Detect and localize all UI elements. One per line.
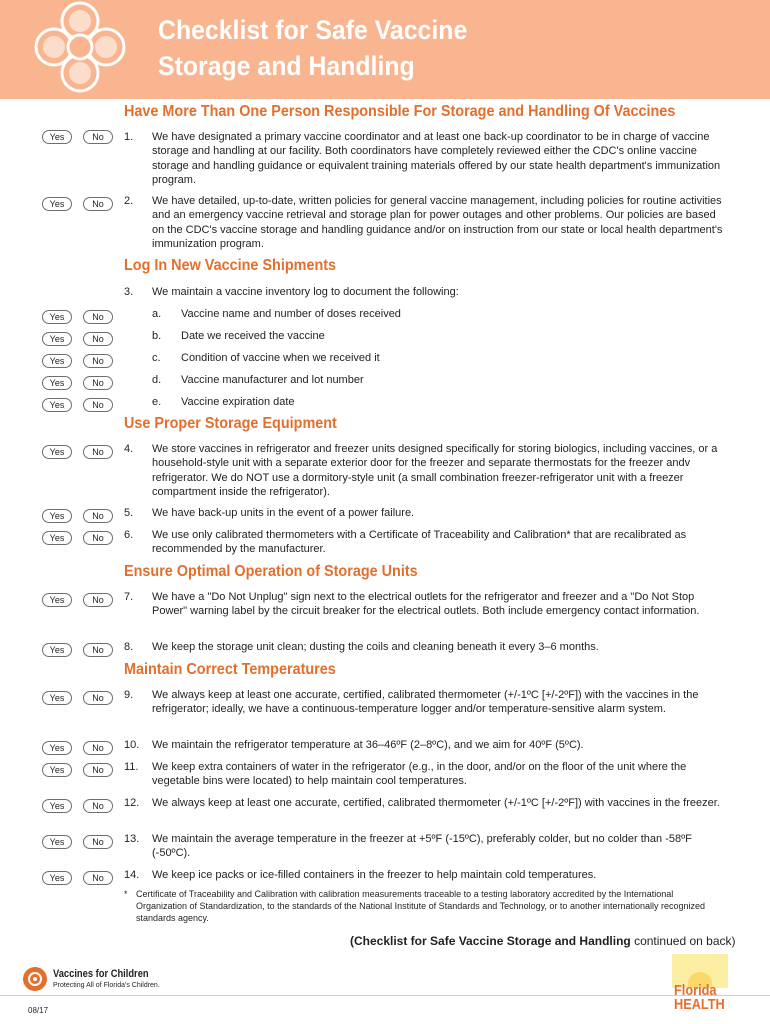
no-toggle[interactable]: No (83, 531, 113, 545)
section-heading-temperatures: Maintain Correct Temperatures (124, 661, 336, 678)
item-number: 13. (124, 833, 140, 845)
item-text: We store vaccines in refrigerator and freezer units designed specifically for storing biologics, including vaccines, or a household-style unit with a separate exterior door for the freezer and separate thermostats for the freezer andv refrigerator. We do NOT use a dormitory-style unit (a small combination freezer-refrigerator unit with a freezer compartment inside the refrigerator). (152, 443, 718, 499)
no-toggle[interactable]: No (83, 835, 113, 849)
item-text: We have designated a primary vaccine coordinator and at least one back-up coordinator to be in charge of vaccine storage and handling at our facility. Both coordinators have completely reviewed either the CDC's online vaccine storage and handling guidance or equivalent training materials offered by our state health department's immunization program. (152, 131, 721, 187)
yes-toggle[interactable]: Yes (42, 332, 72, 346)
no-toggle[interactable]: No (83, 354, 113, 368)
yes-toggle[interactable]: Yes (42, 509, 72, 523)
item-text: We have a "Do Not Unplug" sign next to the electrical outlets for the refrigerator and freezer and a "Do Not Stop Power" warning label by the circuit breaker for the electrical outlets. Both include emergency contact information. (152, 591, 700, 618)
yes-toggle[interactable]: Yes (42, 376, 72, 390)
continued-note (350, 934, 736, 948)
item-text: We keep ice packs or ice-filled containers in the freezer to help maintain cold temperatures. (152, 869, 597, 881)
yes-toggle[interactable]: Yes (42, 799, 72, 813)
footer-divider (0, 995, 770, 996)
yes-toggle[interactable]: Yes (42, 197, 72, 211)
yes-toggle[interactable]: Yes (42, 354, 72, 368)
item-number: 9. (124, 689, 134, 701)
subitem-letter: d. (152, 374, 162, 386)
no-toggle[interactable]: No (83, 643, 113, 657)
no-toggle[interactable]: No (83, 593, 113, 607)
no-toggle[interactable]: No (83, 130, 113, 144)
vfc-logo-icon (22, 966, 48, 992)
subitem-letter: e. (152, 396, 162, 408)
item-text: We keep the storage unit clean; dusting the coils and cleaning beneath it every 3–6 months. (152, 641, 599, 653)
subitem-letter: c. (152, 352, 161, 364)
page-title-line-1: Checklist for Safe Vaccine (158, 15, 468, 45)
yes-toggle[interactable]: Yes (42, 310, 72, 324)
item-number: 8. (124, 641, 134, 653)
no-toggle[interactable]: No (83, 871, 113, 885)
item-text: We always keep at least one accurate, certified, calibrated thermometer (+/-1ºC [+/-2ºF]) with the vaccines in the refrigerator; ideally, we have a continuous-temperature logger and/or temperature-sensitive alarm system. (152, 689, 699, 716)
subitem-text: Vaccine manufacturer and lot number (181, 374, 364, 386)
section-heading-responsible: Have More Than One Person Responsible For Storage and Handling Of Vaccines (124, 103, 676, 120)
item-text: We keep extra containers of water in the refrigerator (e.g., in the door, and/or on the floor of the unit where the vegetable bins were located) to help maintain cool temperatures. (152, 761, 687, 788)
no-toggle[interactable]: No (83, 332, 113, 346)
continued-note-rest: continued on back) (630, 934, 736, 948)
florida-word: Florida (674, 982, 717, 999)
subitem-text: Condition of vaccine when we received it (181, 352, 380, 364)
yes-toggle[interactable]: Yes (42, 763, 72, 777)
item-text: We always keep at least one accurate, certified, calibrated thermometer (+/-1ºC [+/-2ºF]) with vaccines in the freezer. (152, 797, 720, 809)
yes-toggle[interactable]: Yes (42, 871, 72, 885)
page-title (158, 12, 467, 84)
item-number: 14. (124, 869, 140, 881)
item-text: We maintain a vaccine inventory log to document the following: (152, 286, 459, 298)
no-toggle[interactable]: No (83, 376, 113, 390)
no-toggle[interactable]: No (83, 197, 113, 211)
yes-toggle[interactable]: Yes (42, 130, 72, 144)
no-toggle[interactable]: No (83, 398, 113, 412)
yes-toggle[interactable]: Yes (42, 445, 72, 459)
revision-date: 08/17 (28, 1006, 49, 1015)
vfc-subtitle: Protecting All of Florida's Children. (53, 982, 160, 989)
subitem-text: Date we received the vaccine (181, 330, 325, 342)
no-toggle[interactable]: No (83, 691, 113, 705)
yes-toggle[interactable]: Yes (42, 398, 72, 412)
item-number: 10. (124, 739, 140, 751)
item-number: 6. (124, 529, 134, 541)
health-word: HEALTH (674, 996, 725, 1013)
item-text: We maintain the refrigerator temperature at 36–46ºF (2–8ºC), and we aim for 40ºF (5ºC). (152, 739, 584, 751)
no-toggle[interactable]: No (83, 763, 113, 777)
yes-toggle[interactable]: Yes (42, 531, 72, 545)
no-toggle[interactable]: No (83, 741, 113, 755)
section-heading-equipment: Use Proper Storage Equipment (124, 415, 337, 432)
florida-health-logo (672, 954, 728, 1014)
item-number: 2. (124, 195, 134, 207)
yes-toggle[interactable]: Yes (42, 691, 72, 705)
item-number: 5. (124, 507, 134, 519)
item-number: 1. (124, 131, 134, 143)
item-number: 3. (124, 286, 134, 298)
item-text: We have back-up units in the event of a power failure. (152, 507, 415, 519)
vfc-title: Vaccines for Children (53, 968, 149, 980)
footnote-star: * (124, 889, 128, 899)
subitem-text: Vaccine name and number of doses received (181, 308, 401, 320)
item-text: We maintain the average temperature in the freezer at +5ºF (-15ºC), preferably colder, but no colder than -58ºF (-50ºC). (152, 833, 692, 860)
item-number: 12. (124, 797, 140, 809)
item-number: 11. (124, 761, 139, 773)
yes-toggle[interactable]: Yes (42, 593, 72, 607)
item-text: We have detailed, up-to-date, written policies for general vaccine management, including policies for routine activities and an emergency vaccine retrieval and storage plan for power outages and other problems. Our policies are based on the CDC's vaccine storage and handling guidance and/or on instruction from our state or local health department's immunization program. (152, 195, 723, 251)
section-heading-shipments: Log In New Vaccine Shipments (124, 257, 337, 274)
page-title-line-2: Storage and Handling (158, 51, 415, 81)
continued-note-bold: (Checklist for Safe Vaccine Storage and Handling (350, 934, 631, 948)
no-toggle[interactable]: No (83, 799, 113, 813)
no-toggle[interactable]: No (83, 310, 113, 324)
page-header (0, 0, 770, 99)
footnote-text: Certificate of Traceability and Calibration with calibration measurements traceable to a testing laboratory accredited by the International Organization of Standardization, to the standards of the National Institute of Standards and Technology, or to another internationally recognized standards agency. (136, 889, 706, 923)
subitem-letter: a. (152, 308, 162, 320)
item-number: 7. (124, 591, 134, 603)
yes-toggle[interactable]: Yes (42, 643, 72, 657)
subitem-letter: b. (152, 330, 162, 342)
yes-toggle[interactable]: Yes (42, 835, 72, 849)
yes-toggle[interactable]: Yes (42, 741, 72, 755)
item-number: 4. (124, 443, 134, 455)
item-text: We use only calibrated thermometers with a Certificate of Traceability and Calibration* that are recalibrated as recommended by the manufacturer. (152, 529, 687, 556)
subitem-text: Vaccine expiration date (181, 396, 295, 408)
no-toggle[interactable]: No (83, 445, 113, 459)
section-heading-operation: Ensure Optimal Operation of Storage Units (124, 563, 418, 580)
no-toggle[interactable]: No (83, 509, 113, 523)
vaccine-flower-logo-icon (34, 1, 126, 93)
